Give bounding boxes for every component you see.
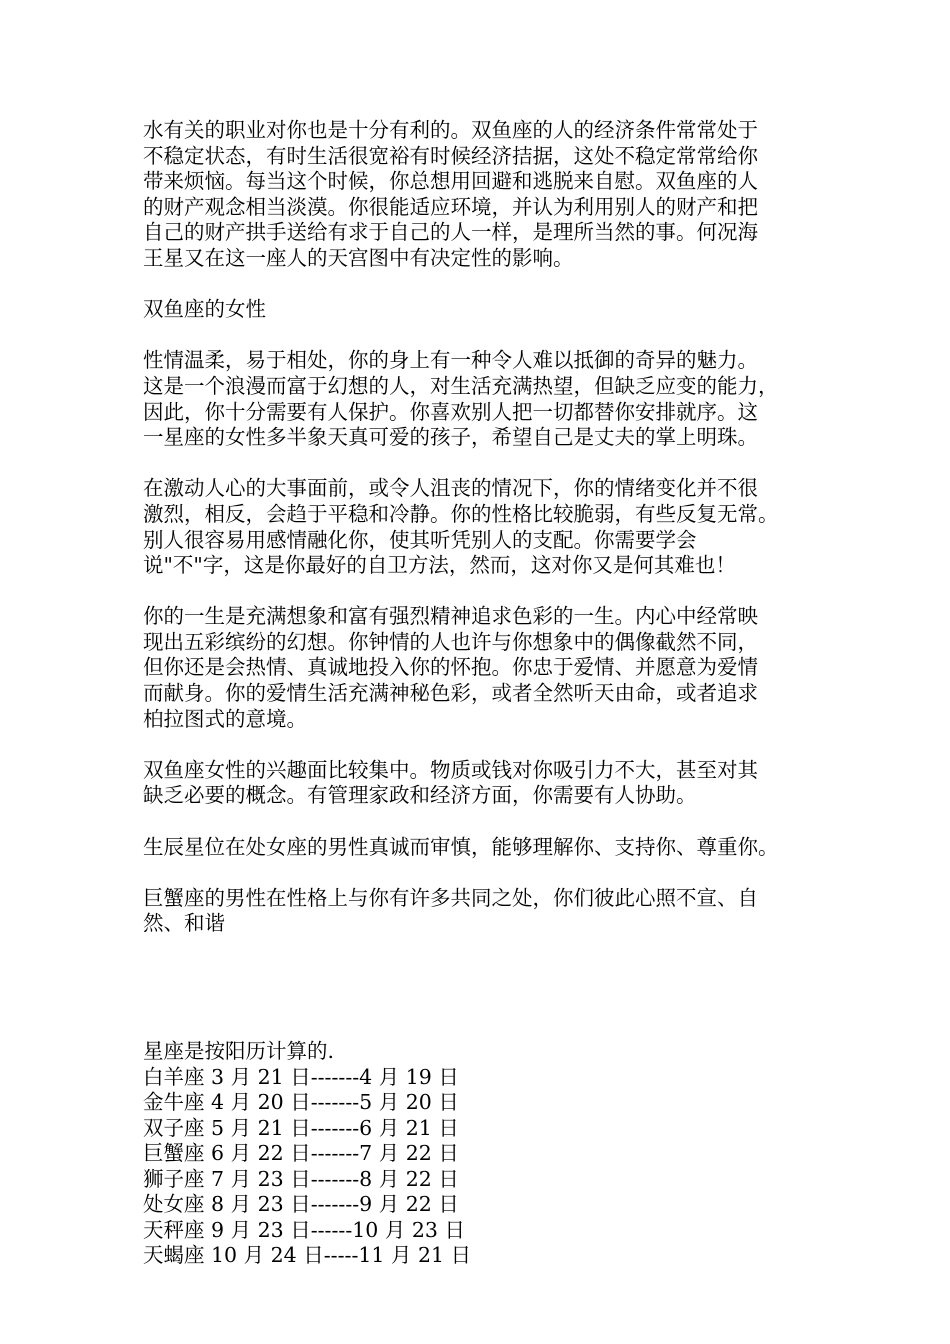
text-line: 不稳定状态，有时生活很宽裕有时候经济拮据，这处不稳定常常给你 (143, 143, 758, 168)
document-body (143, 118, 823, 1269)
zodiac-intro: 星座是按阳历计算的. (143, 1039, 335, 1063)
paragraph-gap (143, 732, 823, 758)
zodiac-date-row: 双子座 5 月 21 日-------6 月 21 日 (143, 1115, 459, 1140)
paragraph-virgo-match (143, 835, 823, 861)
section-heading-female: 双鱼座的女性 (143, 297, 266, 322)
paragraph-temperament (143, 348, 823, 450)
zodiac-date-row: 狮子座 7 月 23 日-------8 月 22 日 (143, 1166, 459, 1191)
zodiac-date-table (143, 1039, 823, 1269)
text-line: 性情温柔，易于相处，你的身上有一种令人难以抵御的奇异的魅力。 (143, 348, 758, 373)
text-line: 一星座的女性多半象天真可爱的孩子，希望自己是丈夫的掌上明珠。 (143, 425, 758, 450)
zodiac-date-row: 金牛座 4 月 20 日-------5 月 20 日 (143, 1090, 459, 1114)
paragraph-gap (143, 451, 823, 477)
text-line: 王星又在这一座人的天宫图中有决定性的影响。 (143, 245, 574, 270)
text-line: 激烈，相反，会趋于平稳和冷静。你的性格比较脆弱，有些反复无常。 (143, 501, 779, 526)
text-line: 双鱼座女性的兴趣面比较集中。物质或钱对你吸引力不大，甚至对其 (143, 757, 758, 782)
paragraph-gap (143, 579, 823, 605)
paragraph-gap (143, 860, 823, 886)
paragraph-love-life (143, 604, 823, 732)
text-line: 缺乏必要的概念。有管理家政和经济方面，你需要有人协助。 (143, 783, 697, 808)
text-line: 生辰星位在处女座的男性真诚而审慎，能够理解你、支持你、尊重你。 (143, 834, 779, 859)
zodiac-date-row: 白羊座 3 月 21 日-------4 月 19 日 (143, 1064, 459, 1089)
section-gap (143, 937, 823, 1039)
zodiac-date-row: 处女座 8 月 23 日-------9 月 22 日 (143, 1192, 459, 1216)
text-line: 水有关的职业对你也是十分有利的。双鱼座的人的经济条件常常处于 (143, 118, 758, 142)
text-line: 然、和谐 (143, 911, 225, 936)
text-line: 的财产观念相当淡漠。你很能适应环境，并认为利用别人的财产和把 (143, 194, 758, 219)
text-line: 你的一生是充满想象和富有强烈精神追求色彩的一生。内心中经常映 (143, 604, 758, 629)
paragraph-interests (143, 758, 823, 809)
text-line: 但你还是会热情、真诚地投入你的怀抱。你忠于爱情、并愿意为爱情 (143, 655, 758, 680)
paragraph-gap (143, 809, 823, 835)
text-line: 而献身。你的爱情生活充满神秘色彩，或者全然听天由命，或者追求 (143, 681, 758, 706)
text-line: 柏拉图式的意境。 (143, 706, 307, 731)
text-line: 在激动人心的大事面前，或令人沮丧的情况下，你的情绪变化并不很 (143, 476, 758, 501)
paragraph-career-finance (143, 118, 823, 272)
text-line: 巨蟹座的男性在性格上与你有许多共同之处，你们彼此心照不宣、自 (143, 885, 758, 910)
text-line: 别人很容易用感情融化你，使其听凭别人的支配。你需要学会 (143, 527, 697, 552)
zodiac-date-row: 天蝎座 10 月 24 日-----11 月 21 日 (143, 1243, 472, 1267)
paragraph-cancer-match (143, 886, 823, 937)
text-line: 现出五彩缤纷的幻想。你钟情的人也许与你想象中的偶像截然不同， (143, 629, 758, 654)
paragraph-gap (143, 272, 823, 298)
zodiac-date-row: 天秤座 9 月 23 日------10 月 23 日 (143, 1217, 465, 1242)
text-line: 说"不"字，这是你最好的自卫方法，然而，这对你又是何其难也！ (143, 553, 736, 578)
zodiac-date-row: 巨蟹座 6 月 22 日-------7 月 22 日 (143, 1141, 459, 1165)
text-line: 因此，你十分需要有人保护。你喜欢别人把一切都替你安排就序。这 (143, 399, 758, 424)
paragraph-emotions (143, 476, 823, 578)
text-line: 这是一个浪漫而富于幻想的人，对生活充满热望，但缺乏应变的能力， (143, 373, 779, 398)
paragraph-gap (143, 323, 823, 349)
text-line: 自己的财产拱手送给有求于自己的人一样，是理所当然的事。何况海 (143, 220, 758, 245)
text-line: 带来烦恼。每当这个时候，你总想用回避和逃脱来自慰。双鱼座的人 (143, 169, 758, 194)
